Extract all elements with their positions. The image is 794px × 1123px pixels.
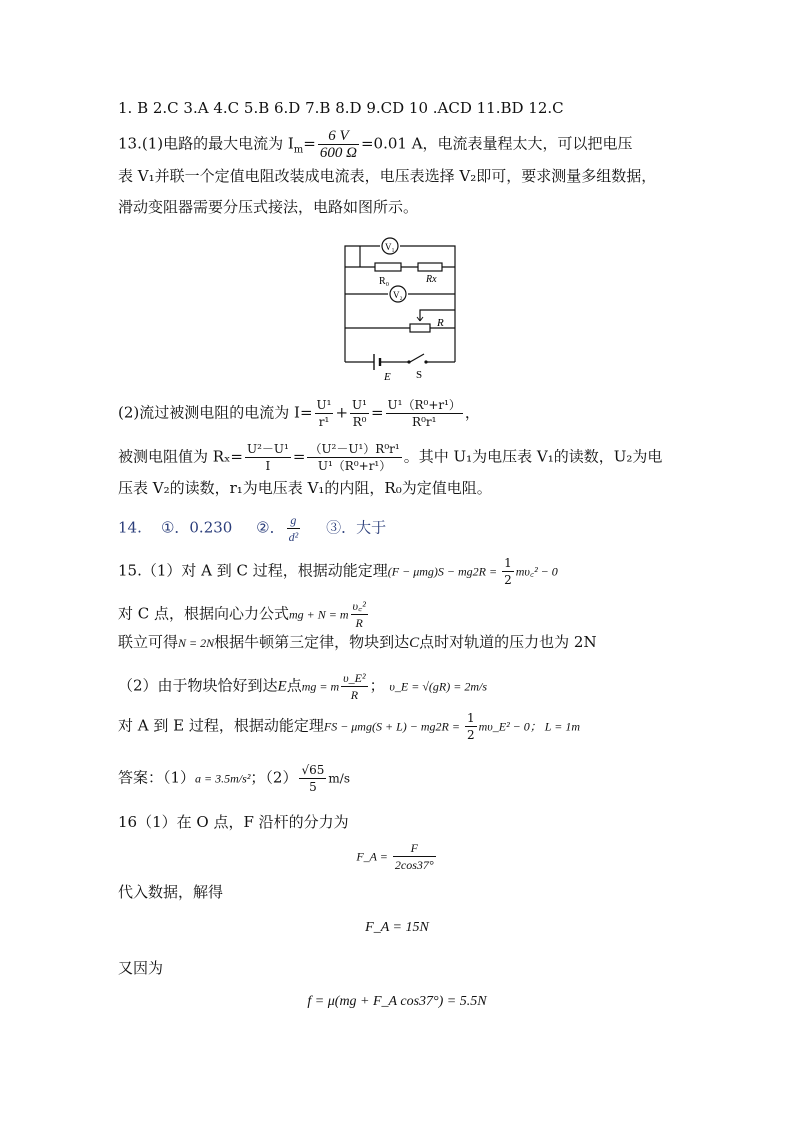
fraction	[351, 598, 368, 631]
current-fraction	[318, 128, 359, 161]
e-label: E	[384, 371, 391, 382]
fraction-numerator: υ_E²	[343, 671, 366, 685]
fraction-numerator: √65	[301, 763, 325, 777]
q16-line-2: 代入数据，解得	[118, 883, 224, 901]
q14-answer-2: ②．	[256, 518, 285, 537]
equation: FS − μmg(S + L) − mg2R =	[323, 719, 463, 734]
q15-line-5	[118, 710, 580, 743]
fraction-numerator: 6 V	[318, 128, 359, 145]
resistor-r0	[375, 263, 401, 271]
q13-text: (2)流过被测电阻的电流为 I=	[118, 403, 313, 422]
v2-label: V₂	[393, 290, 403, 300]
equation: mg + N = m	[289, 607, 349, 622]
q13-text: 被测电阻值为 Rₓ=	[118, 447, 243, 466]
fraction	[502, 555, 514, 588]
equation: a = 3.5m/s²	[195, 771, 251, 786]
q15-text: 联立可得	[118, 633, 179, 651]
equation: mυ꜀² − 0	[515, 564, 558, 579]
resistor-rx	[418, 263, 442, 271]
fraction-denominator: R⁰	[352, 415, 367, 429]
equation: mg = m	[301, 679, 340, 694]
s-label: S	[416, 369, 423, 381]
q14-answer-3: ③．大于	[326, 518, 387, 537]
q13-line-5	[118, 441, 662, 474]
fraction	[350, 397, 369, 430]
q13-text: 。其中 U₁为电压表 V₁的读数，U₂为电	[403, 447, 663, 466]
fraction	[245, 441, 291, 474]
fraction-numerator: （U²－U¹）R⁰r¹	[309, 442, 400, 456]
equation: υ_E = √(gR) = 2m/s	[389, 679, 488, 694]
equation: F_A =	[356, 849, 391, 864]
separator: ；	[369, 676, 385, 695]
fraction	[393, 840, 436, 873]
fraction-denominator: 2	[504, 573, 512, 587]
q14-answer-1: ①．0.230	[160, 518, 233, 537]
q15-line-2	[118, 598, 370, 631]
q15-text: （2）由于物块恰好到达	[118, 676, 278, 695]
battery	[374, 354, 380, 370]
fraction-denominator: 2cos37°	[394, 858, 434, 872]
q15-text: 根据牛顿第三定律，物块到达	[214, 633, 410, 651]
fraction-denominator: 600 Ω	[319, 145, 357, 161]
fraction	[465, 710, 477, 743]
point-label: E	[277, 678, 287, 695]
fraction-denominator: U¹（R⁰+r¹）	[317, 459, 392, 473]
fraction	[386, 397, 463, 430]
q14-number: 14.	[118, 518, 142, 537]
circuit-diagram	[330, 222, 470, 382]
v1-label: V₁	[385, 242, 395, 252]
unit: m/s	[328, 771, 350, 786]
fraction	[315, 397, 334, 430]
q15-line-3	[118, 632, 597, 653]
equals: =	[303, 134, 316, 153]
fraction	[299, 762, 326, 795]
fraction-denominator: R	[355, 616, 363, 630]
rheostat-r	[410, 324, 430, 332]
q16-line-3: 又因为	[118, 959, 164, 977]
q16-line-1: 16（1）在 O 点，F 沿杆的分力为	[118, 813, 349, 831]
q15-line-4	[118, 670, 487, 703]
fraction-numerator: 1	[504, 556, 512, 570]
q16-formula-1	[0, 840, 794, 873]
equals: =	[292, 447, 306, 466]
q15-text: 对 A 到 E 过程，根据动能定理	[118, 716, 324, 735]
fraction-numerator: g	[287, 512, 301, 529]
fraction-denominator: d²	[288, 530, 299, 544]
switch-contact	[407, 360, 410, 363]
q13-line-2: 表 V₁并联一个定值电阻改装成电流表，电压表选择 V₂即可，要求测量多组数据，	[118, 167, 657, 185]
subscript: m	[293, 144, 304, 156]
q15-text: 点	[286, 676, 302, 695]
q13-line-4	[118, 397, 480, 430]
fraction-denominator: r¹	[318, 415, 330, 429]
q13-text: =0.01 A，电流表量程太大，可以把电压	[360, 134, 633, 153]
fraction	[307, 441, 401, 474]
answer-label: 答案：（1）	[118, 768, 196, 787]
fraction-numerator: U²－U¹	[247, 442, 289, 456]
fraction-numerator: υ꜀²	[352, 599, 366, 613]
fraction-denominator: I	[265, 459, 271, 473]
fraction-denominator: 5	[309, 780, 317, 794]
q13-line-3: 滑动变阻器需要分压式接法，电路如图所示。	[118, 198, 419, 216]
plus: +	[335, 403, 349, 422]
equals: =	[370, 403, 384, 422]
fraction-denominator: 2	[466, 728, 475, 742]
rx-label: Rx	[426, 274, 437, 285]
q13-text: 13.(1)电路的最大电流为 I	[118, 134, 294, 153]
q13-line-6: 压表 V₂的读数，r₁为电压表 V₁的内阻，R₀为定值电阻。	[118, 479, 492, 497]
q13-text: ，	[464, 403, 480, 422]
q16-formula-2: F_A = 15N	[365, 920, 429, 935]
fraction-numerator: U¹	[352, 398, 367, 412]
q14-line	[118, 512, 386, 545]
q16-formula-3: f = μ(mg + F_A cos37°) = 5.5N	[307, 994, 487, 1009]
fraction-denominator: R⁰r¹	[412, 415, 437, 429]
switch-contact	[424, 360, 427, 363]
fraction-numerator: U¹	[316, 398, 332, 412]
fraction	[341, 670, 367, 703]
r-label: R	[437, 317, 444, 329]
equation: mυ_E² − 0； L = 1m	[478, 719, 580, 734]
fraction	[287, 512, 301, 545]
q15-text: 15.（1）对 A 到 C 过程，根据动能定理	[118, 561, 388, 580]
q15-line-1	[118, 555, 558, 588]
answer-key-line: 1. B 2.C 3.A 4.C 5.B 6.D 7.B 8.D 9.CD 10 .ACD 11.BD 12.C	[118, 99, 564, 117]
equation: (F − μmg)S − mg2R =	[387, 564, 501, 579]
fraction-numerator: U¹（R⁰+r¹）	[387, 398, 461, 412]
equation: N = 2N	[178, 636, 215, 650]
q15-text: 对 C 点，根据向心力公式	[118, 604, 290, 623]
fraction-numerator: F	[393, 840, 436, 857]
fraction-numerator: 1	[466, 711, 475, 725]
answer-label: ；（2）	[250, 768, 298, 787]
q15-answer-line	[118, 762, 350, 795]
q15-text: 点时对轨道的压力也为 2N	[419, 633, 597, 651]
fraction-denominator: R	[350, 688, 359, 702]
point-label: C	[409, 635, 420, 651]
r0-label: R₀	[379, 276, 390, 287]
q13-line-1	[118, 128, 633, 161]
